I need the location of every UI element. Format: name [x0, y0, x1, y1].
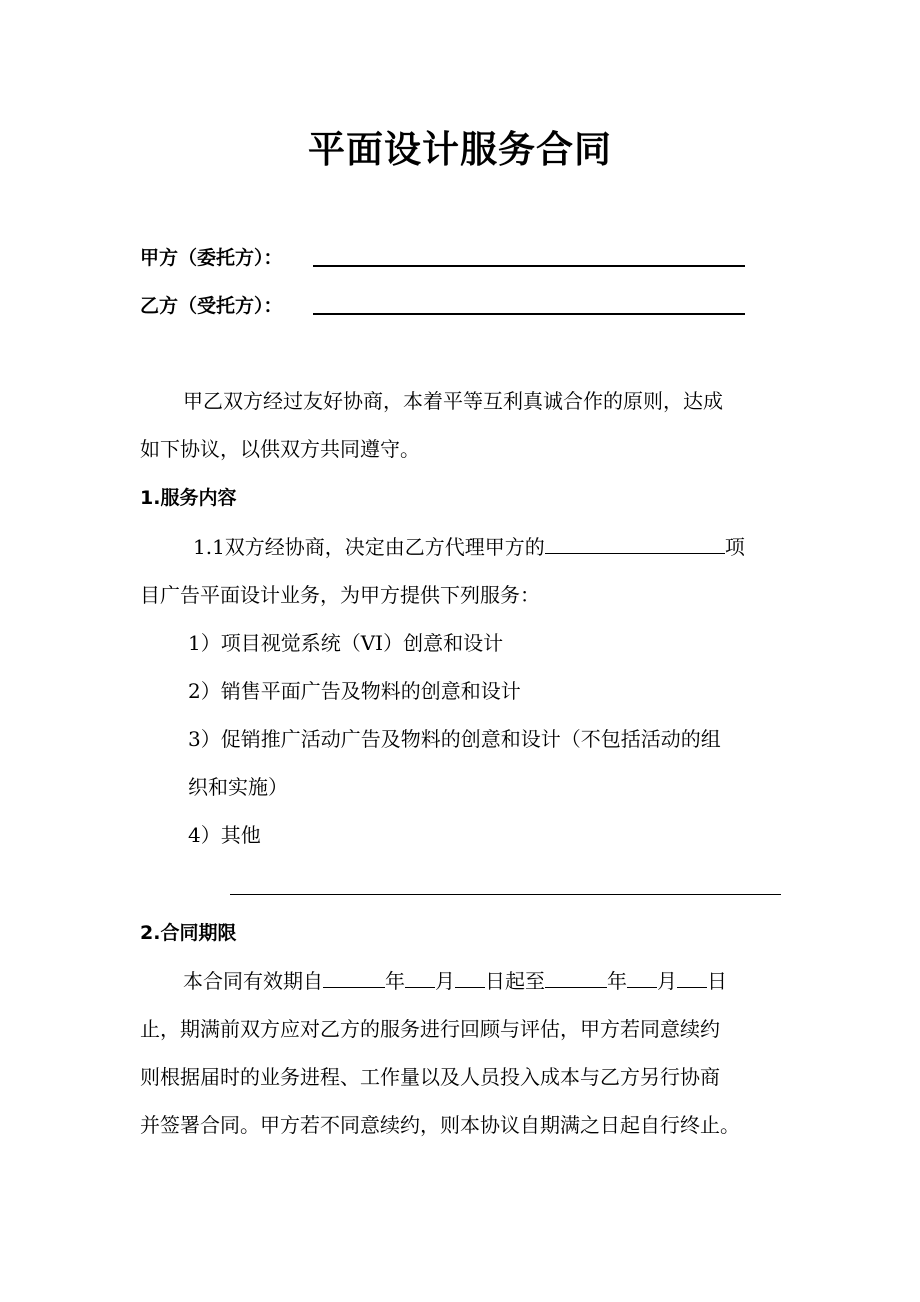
start-year-blank: [323, 967, 385, 988]
start-month-blank: [405, 967, 435, 988]
party-b-row: [140, 291, 283, 321]
party-a-label: 甲方（委托方）：: [140, 247, 283, 269]
term-day-label-2: 日: [707, 969, 727, 993]
term-text-start: 本合同有效期自: [183, 969, 323, 993]
clause-1-1-line-1: [193, 532, 745, 562]
intro-line-1: 甲乙双方经过友好协商，本着平等互利真诚合作的原则，达成: [183, 389, 723, 413]
term-month-label-1: 月: [435, 969, 455, 993]
clause-1-1-line-2: 目广告平面设计业务，为甲方提供下列服务：: [140, 583, 540, 607]
start-day-blank: [455, 967, 485, 988]
service-item-2: 2）销售平面广告及物料的创意和设计: [188, 679, 521, 703]
term-line-4: 并签署合同。甲方若不同意续约，则本协议自期满之日起自行终止。: [140, 1113, 740, 1137]
clause-1-1-prefix: 1.1双方经协商，决定由乙方代理甲方的: [193, 535, 545, 559]
end-year-blank: [545, 967, 607, 988]
party-b-fill-line: [313, 313, 745, 315]
section-1-heading: 1.服务内容: [140, 487, 237, 509]
term-year-label-2: 年: [607, 969, 627, 993]
party-a-fill-line: [313, 265, 745, 267]
term-text-until: 日起至: [485, 969, 545, 993]
service-item-3: 3）促销推广活动广告及物料的创意和设计（不包括活动的组: [188, 727, 721, 751]
term-line-3: 则根据届时的业务进程、工作量以及人员投入成本与乙方另行协商: [140, 1065, 720, 1089]
other-services-fill-line: [230, 894, 781, 895]
service-item-1: 1）项目视觉系统（VI）创意和设计: [188, 631, 504, 655]
term-line-2: 止，期满前双方应对乙方的服务进行回顾与评估，甲方若同意续约: [140, 1017, 720, 1041]
party-b-label: 乙方（受托方）：: [140, 295, 283, 317]
term-month-label-2: 月: [657, 969, 677, 993]
party-a-row: [140, 243, 283, 273]
section-2-heading: 2.合同期限: [140, 922, 237, 944]
term-line-1: [183, 966, 727, 996]
clause-1-1-suffix: 项: [724, 535, 745, 559]
project-name-blank: [545, 533, 725, 554]
document-title: 平面设计服务合同: [308, 128, 612, 171]
term-year-label-1: 年: [385, 969, 405, 993]
service-item-3-continued: 织和实施）: [188, 775, 288, 799]
end-month-blank: [627, 967, 657, 988]
service-item-4: 4）其他: [188, 823, 261, 847]
intro-line-2: 如下协议，以供双方共同遵守。: [140, 437, 420, 461]
end-day-blank: [677, 967, 707, 988]
